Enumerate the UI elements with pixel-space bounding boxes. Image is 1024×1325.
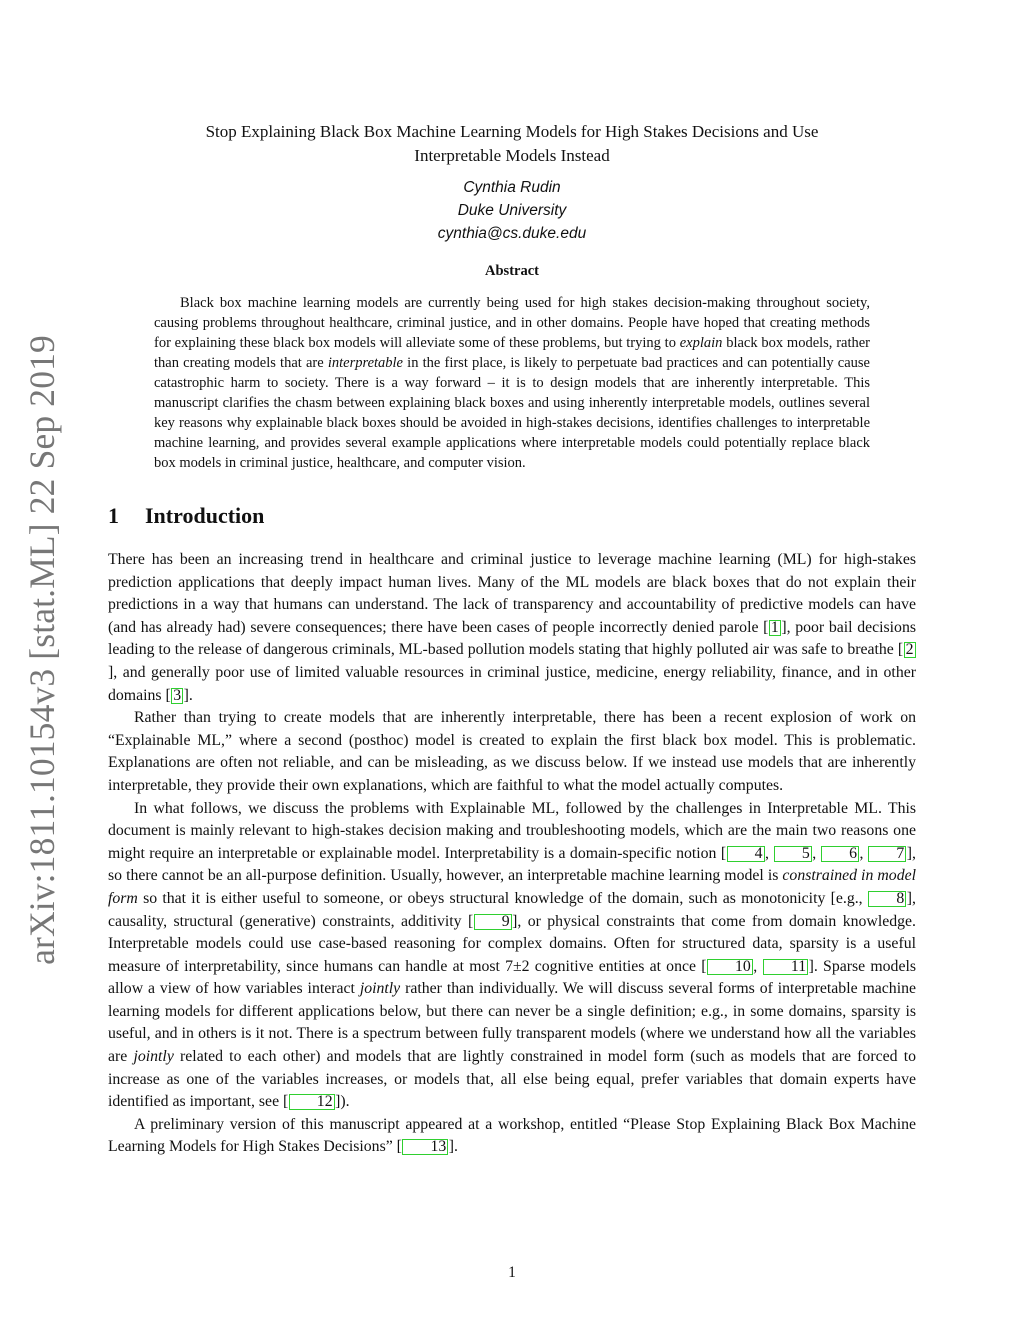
citation-link[interactable]: 4 <box>727 846 765 862</box>
citation[interactable]: [ 9 ] <box>467 912 518 930</box>
paper-page <box>108 120 916 1159</box>
section-heading-introduction <box>108 501 916 531</box>
citation-link[interactable]: 13 <box>402 1139 448 1155</box>
arxiv-identifier: arXiv:1811.10154v3 [stat.ML] 22 Sep 2019 <box>22 335 62 965</box>
title-line-1: Stop Explaining Black Box Machine Learning Models for High Stakes Decisions and Use <box>205 122 819 141</box>
citation-link[interactable]: 2 <box>905 641 914 659</box>
abstract-part: black box models, rather than creating models that are <box>154 335 871 371</box>
intro-paragraph-2: Rather than trying to create models that are inherently interpretable, there has been a recent explosion of work on “Explainable ML,” where a second (posthoc) model is created to explain the first black box model. This is problematic. Explanations are often not reliable, and can be misleading, as we discuss below. If we instead use models that are inherently interpretable, they provide their own explanations, which are faithful to what the model actually computes. <box>108 709 916 794</box>
paragraph-text: ], causality, structural (generative) constraints, additivity <box>108 889 916 930</box>
abstract-emphasis: interpretable <box>327 355 403 371</box>
abstract-part: in the first place, is likely to perpetuate bad practices and can potentially cause catastrophic harm to society. There is a way forward – it is to design models that are inherently interpretable. This manuscript clarifies the chasm between explaining black boxes and using inherently interpretable models, outlines several key reasons why explainable black boxes should be avoided in high-stakes decisions, identifies challenges to interpretable machine learning, and provides several example applications where interpretable models could potentially replace black box models in criminal justice, healthcare, and computer vision. <box>154 355 870 471</box>
title-line-2: Interpretable Models Instead <box>414 146 610 165</box>
intro-paragraph-3 <box>108 798 916 1114</box>
paragraph-text: A preliminary version of this manuscript appeared at a workshop, entitled “Please Stop Explaining Black Box Machine Learning Models for High Stakes Decisions” <box>108 1115 916 1156</box>
citation[interactable]: [ 10 , 11 ] <box>701 957 814 975</box>
citation-link[interactable]: 7 <box>868 846 906 862</box>
paragraph-text: . <box>188 686 193 704</box>
author-affiliation: Duke University <box>457 202 567 219</box>
citation-link[interactable]: 10 <box>707 959 753 975</box>
citation-link[interactable]: 3 <box>173 686 182 704</box>
arxiv-sidebar <box>12 335 72 965</box>
paragraph-text: . <box>454 1138 458 1156</box>
author-block <box>108 176 916 245</box>
citation[interactable]: [ 3 ] <box>165 686 189 704</box>
abstract-emphasis: explain <box>679 335 723 351</box>
paragraph-text: , poor bail decisions leading to the release of dangerous criminals, ML-based pollution models stating that highly polluted air was safe to breathe <box>108 618 916 659</box>
section-title: Introduction <box>145 503 265 528</box>
citation[interactable]: [ 13 ] <box>396 1138 454 1156</box>
citation-link[interactable]: 9 <box>474 914 512 930</box>
paragraph-text: related to each other) and models that are lightly constrained in model form (such as models that are forced to increase as one of the variables increases, or models that, all else being equal, prefer variables that domain experts have identified as important, see <box>108 1048 916 1111</box>
citation-link[interactable]: 1 <box>770 618 779 636</box>
page-number: 1 <box>508 1264 516 1281</box>
paragraph-emphasis: jointly <box>359 980 401 998</box>
citation[interactable]: [ 2] <box>108 641 914 681</box>
paragraph-text: , or physical constraints that come from domain knowledge. Interpretable models could use case-based reasoning for complex domains. Often for structured data, sparsity is a useful measure of interpretability, since humans can handle at most 7±2 cognitive entities at once <box>108 912 916 975</box>
author-name: Cynthia Rudin <box>463 179 561 196</box>
paragraph-text: rather than individually. We will discuss several forms of interpretable machine learning models for different applications below, but there can never be a single definition; e.g., in some domains, sparsity is useful, and in others is it not. There is a spectrum between fully transparent models (where we understand how all the variables are <box>108 980 916 1066</box>
paragraph-text: There has been an increasing trend in healthcare and criminal justice to leverage machine learning (ML) for high-stakes prediction applications that deeply impact human lives. Many of the ML models are black boxes that do not explain their predictions in a way that humans can understand. The lack of transparency and accountability of predictive models can have (and has already had) severe consequences; there have been cases of people incorrectly denied parole <box>108 551 916 636</box>
citation-link[interactable]: 11 <box>763 959 808 975</box>
paragraph-text: , so there cannot be an all-purpose definition. Usually, however, an interpretable machine learning model is <box>108 844 916 885</box>
paper-title <box>108 120 916 168</box>
author-email[interactable]: cynthia@cs.duke.edu <box>437 225 587 242</box>
paragraph-text: , and generally poor use of limited valuable resources in criminal justice, medicine, energy reliability, finance, and in other domains <box>108 663 916 704</box>
citation[interactable]: [ 1 ] <box>763 618 787 636</box>
abstract-part: Black box machine learning models are currently being used for high stakes decision-making throughout society, causing problems throughout healthcare, criminal justice, and in other domains. People have hoped that creating methods for explaining these black box models will alleviate some of these problems, but trying to <box>154 295 870 351</box>
abstract-heading: Abstract <box>485 263 539 279</box>
citation-link[interactable]: 5 <box>774 846 812 862</box>
intro-paragraph-4 <box>108 1114 916 1159</box>
paragraph-emphasis: constrained in model form <box>108 867 916 907</box>
abstract-text <box>154 293 870 473</box>
paragraph-text: ). <box>340 1093 350 1111</box>
intro-paragraph-1 <box>108 549 916 707</box>
citation-link[interactable]: 12 <box>289 1094 335 1110</box>
citation[interactable]: [ 4 , 5 , 6 , 7 ] <box>720 844 913 862</box>
citation[interactable] <box>868 890 907 907</box>
citation[interactable]: [ 12 ] <box>283 1093 341 1111</box>
citation-link[interactable]: 8 <box>868 891 906 907</box>
paragraph-emphasis: jointly <box>133 1048 174 1066</box>
section-number: 1 <box>108 503 119 528</box>
paragraph-text: In what follows, we discuss the problems with Explainable ML, followed by the challenges in Interpretable ML. This document is mainly relevant to high-stakes decision making and troubleshooting models, which are the main two reasons one might require an interpretable or explainable model. Interpretability is a domain-specific notion <box>108 799 916 862</box>
paragraph-text: . Sparse models allow a view of how variables interact <box>108 957 916 998</box>
paragraph-text: so that it is either useful to someone, or obeys structural knowledge of the domain, such as monotonicity [e.g., <box>137 889 868 907</box>
citation-link[interactable]: 6 <box>821 846 859 862</box>
